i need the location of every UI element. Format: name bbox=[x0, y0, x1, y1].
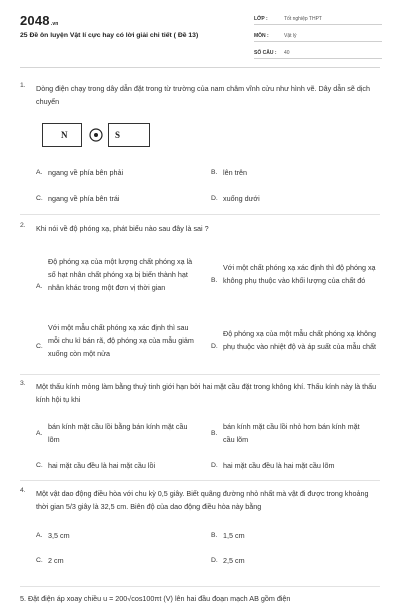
meta-key: SỐ CÂU : bbox=[254, 50, 277, 56]
question-2 bbox=[20, 222, 380, 358]
question-1 bbox=[20, 82, 380, 108]
option-label: C. bbox=[36, 462, 43, 469]
option-text: bán kính mặt cầu lồi bằng bán kính mặt cầu lõm bbox=[48, 422, 188, 444]
option-text: ngang về phía bên phải bbox=[48, 168, 124, 177]
option-label: D. bbox=[211, 462, 218, 469]
option-label: B. bbox=[211, 277, 218, 284]
current-out-of-page-icon bbox=[89, 128, 103, 142]
option-a[interactable] bbox=[36, 166, 206, 179]
option-text: ngang về phía bên trái bbox=[48, 194, 120, 203]
option-text: Độ phóng xạ của một lượng chất phóng xạ là số hạt nhân chất phóng xạ bị biến thành hạt nhân khác trong một đơn vị thời gian bbox=[48, 257, 193, 292]
option-b[interactable] bbox=[211, 529, 381, 542]
question-number: 4. bbox=[20, 487, 26, 494]
option-label: C. bbox=[36, 557, 43, 564]
option-label: A. bbox=[36, 283, 43, 290]
question-4 bbox=[20, 487, 380, 565]
question-divider bbox=[20, 214, 380, 215]
header-divider bbox=[20, 67, 380, 68]
option-b[interactable] bbox=[211, 420, 373, 446]
question-number: 1. bbox=[20, 82, 26, 89]
option-text: lên trên bbox=[223, 168, 247, 177]
site-logo[interactable] bbox=[20, 13, 59, 28]
option-a[interactable] bbox=[36, 420, 196, 446]
logo-text: 2048 bbox=[20, 13, 50, 28]
option-b[interactable] bbox=[211, 261, 383, 287]
meta-key: MÔN : bbox=[254, 33, 269, 39]
option-text: 1,5 cm bbox=[223, 531, 245, 540]
question-number: 3. bbox=[20, 380, 26, 387]
option-label: A. bbox=[36, 169, 43, 176]
option-text: hai mặt cầu đều là hai mặt cầu lõm bbox=[223, 461, 335, 470]
meta-key: LỚP : bbox=[254, 16, 268, 22]
option-label: B. bbox=[211, 430, 218, 437]
option-d[interactable] bbox=[211, 192, 381, 205]
option-d[interactable] bbox=[211, 554, 381, 567]
option-text: xuống dưới bbox=[223, 194, 260, 203]
header bbox=[0, 0, 400, 60]
question-text: Dòng điện chạy trong dây dẫn đặt trong từ trường của nam châm vĩnh cửu như hình vẽ. Dây dẫn sẽ dịch chuyển bbox=[36, 84, 371, 106]
question-text: Một vật dao động điều hòa với chu kỳ 0,5 giây. Biết quãng đường nhỏ nhất mà vật đi được trong khoảng thời gian 5/3 giây là 32,5 cm. Biên độ của dao động điều hòa này bằng bbox=[36, 489, 369, 511]
option-text: 3,5 cm bbox=[48, 531, 70, 540]
meta-info bbox=[254, 12, 382, 63]
option-text: 2,5 cm bbox=[223, 556, 245, 565]
meta-row-subject bbox=[254, 29, 382, 42]
option-d[interactable] bbox=[211, 327, 383, 353]
meta-row-class bbox=[254, 12, 382, 25]
question-text: Một thấu kính mỏng làm bằng thuỷ tinh giới hạn bởi hai mặt cầu đặt trong không khí. Thấu kính này là thấu kính hội tụ khi bbox=[36, 382, 377, 404]
question-divider bbox=[20, 374, 380, 375]
question-divider bbox=[20, 480, 380, 481]
question-number: 2. bbox=[20, 222, 26, 229]
meta-value: Vật lý bbox=[284, 33, 297, 39]
option-text: hai mặt cầu đều là hai mặt cầu lồi bbox=[48, 461, 156, 470]
question-3 bbox=[20, 380, 380, 470]
option-label: D. bbox=[211, 195, 218, 202]
option-text: Với một chất phóng xạ xác định thì độ phóng xạ không phụ thuộc vào khối lượng của chất đó bbox=[223, 263, 376, 285]
option-b[interactable] bbox=[211, 166, 381, 179]
question-text: Khi nói về độ phóng xạ, phát biểu nào sau đây là sai ? bbox=[36, 224, 209, 233]
meta-value: 40 bbox=[284, 50, 290, 56]
option-text: bán kính mặt cầu lồi nhỏ hơn bán kính mặt cầu lõm bbox=[223, 422, 360, 444]
option-label: D. bbox=[211, 557, 218, 564]
meta-value: Tốt nghiệp THPT bbox=[284, 16, 322, 22]
option-c[interactable] bbox=[36, 459, 206, 472]
magnet-figure bbox=[42, 123, 150, 147]
option-c[interactable] bbox=[36, 192, 206, 205]
option-label: A. bbox=[36, 532, 43, 539]
south-label: S bbox=[115, 130, 121, 140]
option-c[interactable] bbox=[36, 554, 206, 567]
option-label: C. bbox=[36, 343, 43, 350]
logo-suffix: .vn bbox=[50, 21, 59, 27]
option-d[interactable] bbox=[211, 459, 386, 472]
option-a[interactable] bbox=[36, 529, 206, 542]
option-label: A. bbox=[36, 430, 43, 437]
meta-row-count bbox=[254, 46, 382, 59]
option-text: 2 cm bbox=[48, 556, 64, 565]
magnet-north-pole bbox=[42, 123, 82, 147]
option-label: B. bbox=[211, 169, 218, 176]
magnet-south-pole bbox=[108, 123, 150, 147]
document-title: 25 Đề ôn luyện Vật lí cực hay có lời giải chi tiết ( Đề 13) bbox=[20, 32, 199, 39]
next-question-cutoff: 5. Đặt điện áp xoay chiều u = 200√cos100πt (V) lên hai đầu đoạn mạch AB gồm điện bbox=[20, 594, 291, 603]
question-divider bbox=[20, 586, 380, 587]
option-text: Với một mẫu chất phóng xạ xác định thì sau mỗi chu kì bán rã, độ phóng xạ của mẫu giảm xuống còn một nửa bbox=[48, 323, 194, 358]
option-label: C. bbox=[36, 195, 43, 202]
option-label: B. bbox=[211, 532, 218, 539]
option-a[interactable] bbox=[36, 255, 194, 294]
north-label: N bbox=[61, 130, 68, 140]
option-c[interactable] bbox=[36, 321, 194, 360]
option-text: Độ phóng xạ của một mẫu chất phóng xạ không phụ thuộc vào nhiệt độ và áp suất của mẫu chất bbox=[223, 329, 377, 351]
option-label: D. bbox=[211, 343, 218, 350]
